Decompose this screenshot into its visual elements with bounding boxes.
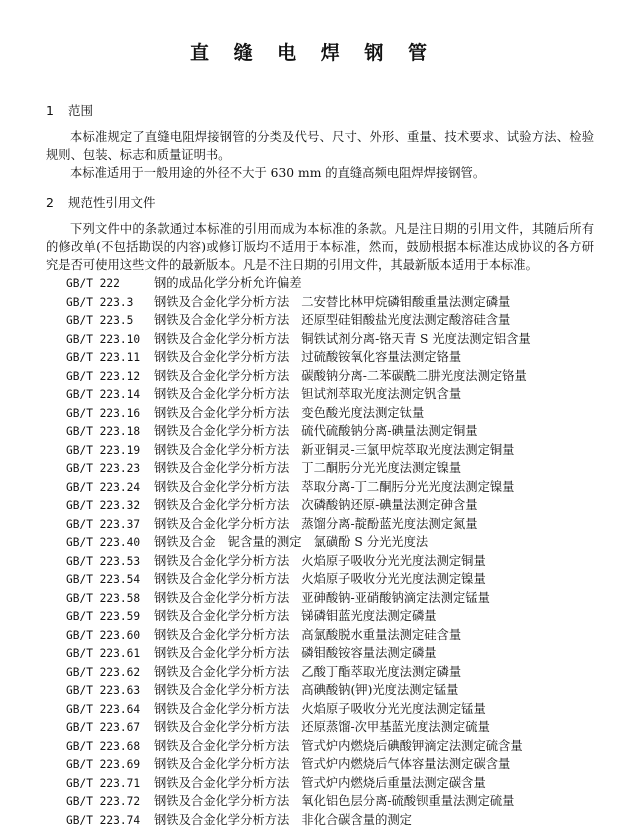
reference-code: GB/T 223.60 xyxy=(66,627,154,646)
reference-code: GB/T 223.3 xyxy=(66,294,154,313)
reference-title: 钢铁及合金化学分析方法 xyxy=(154,459,289,478)
reference-subtitle: 火焰原子吸收分光光度法测定铜量 xyxy=(301,552,485,571)
reference-item xyxy=(66,755,606,774)
reference-title: 钢铁及合金化学分析方法 xyxy=(154,681,289,700)
reference-subtitle: 变色酸光度法测定钛量 xyxy=(301,404,424,423)
document-title: 直 缝 电 焊 钢 管 xyxy=(0,38,626,65)
reference-item xyxy=(66,385,606,404)
reference-title: 钢铁及合金化学分析方法 xyxy=(154,311,289,330)
reference-item xyxy=(66,293,606,312)
reference-item xyxy=(66,441,606,460)
reference-item xyxy=(66,478,606,497)
reference-code: GB/T 223.5 xyxy=(66,312,154,331)
reference-title: 钢铁及合金化学分析方法 xyxy=(154,385,289,404)
section-title: 规范性引用文件 xyxy=(68,195,156,210)
reference-code: GB/T 223.54 xyxy=(66,571,154,590)
reference-title: 钢铁及合金化学分析方法 xyxy=(154,589,289,608)
reference-subtitle: 火焰原子吸收分光光度法测定镍量 xyxy=(301,570,485,589)
reference-title: 钢铁及合金化学分析方法 xyxy=(154,404,289,423)
reference-code: GB/T 223.67 xyxy=(66,719,154,738)
reference-code: GB/T 223.11 xyxy=(66,349,154,368)
reference-subtitle: 蒸馏分离-靛酚蓝光度法测定氮量 xyxy=(301,515,477,534)
reference-item xyxy=(66,811,606,830)
reference-title: 钢铁及合金化学分析方法 xyxy=(154,792,289,811)
reference-code: GB/T 222 xyxy=(66,275,154,294)
reference-subtitle: 氧化铝色层分离-硫酸钡重量法测定硫量 xyxy=(301,792,514,811)
reference-item xyxy=(66,422,606,441)
reference-code: GB/T 223.53 xyxy=(66,553,154,572)
reference-item xyxy=(66,552,606,571)
reference-subtitle: 管式炉内燃烧后气体容量法测定碳含量 xyxy=(301,755,510,774)
reference-code: GB/T 223.71 xyxy=(66,775,154,794)
reference-subtitle: 管式炉内燃烧后重量法测定碳含量 xyxy=(301,774,485,793)
reference-title: 钢铁及合金化学分析方法 xyxy=(154,367,289,386)
reference-code: GB/T 223.12 xyxy=(66,368,154,387)
reference-code: GB/T 223.19 xyxy=(66,442,154,461)
reference-item xyxy=(66,570,606,589)
reference-title: 钢铁及合金化学分析方法 xyxy=(154,348,289,367)
reference-code: GB/T 223.63 xyxy=(66,682,154,701)
reference-subtitle: 乙酸丁酯萃取光度法测定磷量 xyxy=(301,663,461,682)
section-1-heading xyxy=(46,101,93,119)
reference-subtitle: 萃取分离-丁二酮肟分光光度法测定镍量 xyxy=(301,478,514,497)
reference-item xyxy=(66,367,606,386)
reference-code: GB/T 223.61 xyxy=(66,645,154,664)
reference-code: GB/T 223.74 xyxy=(66,812,154,830)
reference-subtitle: 还原蒸馏-次甲基蓝光度法测定硫量 xyxy=(301,718,490,737)
reference-subtitle: 锑磷钼蓝光度法测定磷量 xyxy=(301,607,436,626)
reference-title: 钢铁及合金化学分析方法 xyxy=(154,644,289,663)
reference-code: GB/T 223.62 xyxy=(66,664,154,683)
reference-item xyxy=(66,607,606,626)
reference-item xyxy=(66,274,606,293)
section-1-paragraph-2: 本标准适用于一般用途的外径不大于 630 mm 的直缝高频电阻焊焊接钢管。 xyxy=(46,164,594,182)
reference-subtitle: 管式炉内燃烧后碘酸钾滴定法测定硫含量 xyxy=(301,737,522,756)
reference-item xyxy=(66,533,606,552)
reference-item xyxy=(66,496,606,515)
reference-list xyxy=(66,274,606,829)
reference-item xyxy=(66,515,606,534)
reference-code: GB/T 223.40 xyxy=(66,534,154,553)
reference-code: GB/T 223.58 xyxy=(66,590,154,609)
reference-item xyxy=(66,404,606,423)
reference-title: 钢铁及合金化学分析方法 xyxy=(154,293,289,312)
reference-title: 钢铁及合金 铌含量的测定 xyxy=(154,533,302,552)
section-1-paragraph-1: 本标准规定了直缝电阻焊接钢管的分类及代号、尺寸、外形、重量、技术要求、试验方法、检验规则、包装、标志和质量证明书。 xyxy=(46,128,594,164)
reference-item xyxy=(66,626,606,645)
reference-title: 钢铁及合金化学分析方法 xyxy=(154,496,289,515)
reference-item xyxy=(66,774,606,793)
reference-title: 钢铁及合金化学分析方法 xyxy=(154,811,289,830)
section-2-heading xyxy=(46,193,156,211)
reference-code: GB/T 223.64 xyxy=(66,701,154,720)
section-number: 1 xyxy=(46,103,68,118)
reference-subtitle: 高氯酸脱水重量法测定硅含量 xyxy=(301,626,461,645)
reference-subtitle: 二安替比林甲烷磷钼酸重量法测定磷量 xyxy=(301,293,510,312)
reference-code: GB/T 223.59 xyxy=(66,608,154,627)
reference-subtitle: 非化合碳含量的测定 xyxy=(301,811,412,830)
reference-code: GB/T 223.14 xyxy=(66,386,154,405)
reference-item xyxy=(66,700,606,719)
reference-code: GB/T 223.18 xyxy=(66,423,154,442)
reference-subtitle: 铜铁试剂分离-铬天青 S 光度法测定铝含量 xyxy=(301,330,530,349)
reference-code: GB/T 223.68 xyxy=(66,738,154,757)
reference-subtitle: 亚砷酸钠-亚硝酸钠滴定法测定锰量 xyxy=(301,589,490,608)
reference-title: 钢铁及合金化学分析方法 xyxy=(154,330,289,349)
reference-subtitle: 次磷酸钠还原-碘量法测定砷含量 xyxy=(301,496,477,515)
reference-title: 钢铁及合金化学分析方法 xyxy=(154,626,289,645)
reference-title: 钢铁及合金化学分析方法 xyxy=(154,552,289,571)
reference-code: GB/T 223.69 xyxy=(66,756,154,775)
reference-subtitle: 还原型硅钼酸盐光度法测定酸溶硅含量 xyxy=(301,311,510,330)
reference-code: GB/T 223.72 xyxy=(66,793,154,812)
reference-subtitle: 氯磺酚 S 分光光度法 xyxy=(314,533,429,552)
reference-title: 钢铁及合金化学分析方法 xyxy=(154,570,289,589)
reference-subtitle: 高碘酸钠(钾)光度法测定锰量 xyxy=(301,681,458,700)
reference-subtitle: 过硫酸铵氧化容量法测定铬量 xyxy=(301,348,461,367)
reference-code: GB/T 223.37 xyxy=(66,516,154,535)
reference-subtitle: 磷钼酸铵容量法测定磷量 xyxy=(301,644,436,663)
reference-item xyxy=(66,459,606,478)
reference-title: 钢铁及合金化学分析方法 xyxy=(154,718,289,737)
reference-item xyxy=(66,589,606,608)
section-2-paragraph-1: 下列文件中的条款通过本标准的引用而成为本标准的条款。凡是注日期的引用文件，其随后所有的修改单(不包括勘误的内容)或修订版均不适用于本标准，然而，鼓励根据本标准达成协议的各方研究是否可使用这些文件的最新版本。凡是不注日期的引用文件，其最新版本适用于本标准。 xyxy=(46,220,594,274)
reference-item xyxy=(66,348,606,367)
reference-item xyxy=(66,330,606,349)
reference-code: GB/T 223.24 xyxy=(66,479,154,498)
reference-title: 钢铁及合金化学分析方法 xyxy=(154,663,289,682)
reference-subtitle: 丁二酮肟分光光度法测定镍量 xyxy=(301,459,461,478)
reference-subtitle: 碳酸钠分离-二苯碳酰二肼光度法测定铬量 xyxy=(301,367,527,386)
section-title: 范围 xyxy=(68,103,93,118)
reference-subtitle: 硫代硫酸钠分离-碘量法测定铜量 xyxy=(301,422,477,441)
reference-item xyxy=(66,311,606,330)
reference-subtitle: 钽试剂萃取光度法测定钒含量 xyxy=(301,385,461,404)
reference-subtitle: 火焰原子吸收分光光度法测定锰量 xyxy=(301,700,485,719)
reference-title: 钢铁及合金化学分析方法 xyxy=(154,441,289,460)
reference-title: 钢铁及合金化学分析方法 xyxy=(154,515,289,534)
reference-title: 钢铁及合金化学分析方法 xyxy=(154,755,289,774)
reference-code: GB/T 223.16 xyxy=(66,405,154,424)
reference-title: 钢的成品化学分析允许偏差 xyxy=(154,274,302,293)
section-number: 2 xyxy=(46,195,68,210)
reference-title: 钢铁及合金化学分析方法 xyxy=(154,607,289,626)
reference-item xyxy=(66,792,606,811)
reference-code: GB/T 223.23 xyxy=(66,460,154,479)
reference-title: 钢铁及合金化学分析方法 xyxy=(154,774,289,793)
reference-code: GB/T 223.10 xyxy=(66,331,154,350)
reference-code: GB/T 223.32 xyxy=(66,497,154,516)
reference-item xyxy=(66,681,606,700)
reference-item xyxy=(66,718,606,737)
reference-item xyxy=(66,663,606,682)
reference-item xyxy=(66,737,606,756)
reference-title: 钢铁及合金化学分析方法 xyxy=(154,700,289,719)
reference-title: 钢铁及合金化学分析方法 xyxy=(154,422,289,441)
reference-item xyxy=(66,644,606,663)
reference-subtitle: 新亚铜灵-三氯甲烷萃取光度法测定铜量 xyxy=(301,441,514,460)
reference-title: 钢铁及合金化学分析方法 xyxy=(154,737,289,756)
reference-title: 钢铁及合金化学分析方法 xyxy=(154,478,289,497)
